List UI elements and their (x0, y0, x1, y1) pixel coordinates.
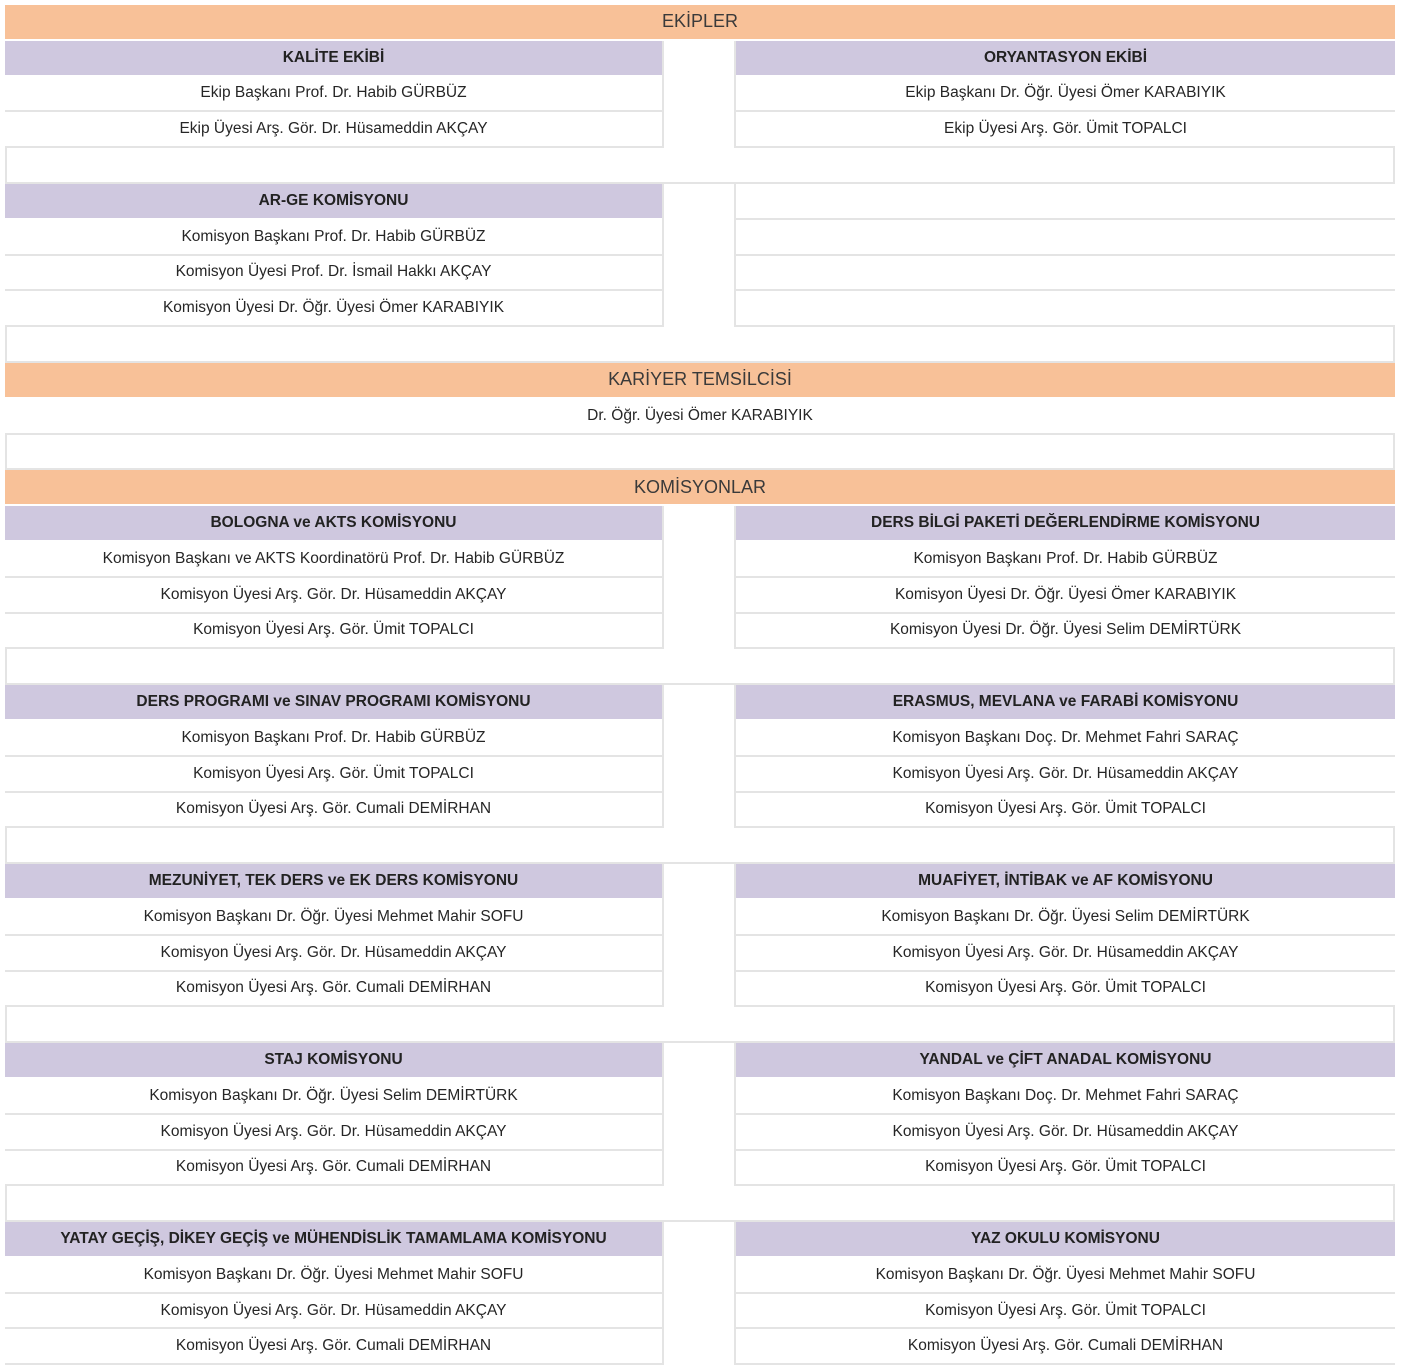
member-cell: Komisyon Başkanı Dr. Öğr. Üyesi Selim DEMİRTÜRK (5, 1079, 662, 1115)
commission-title-right: ERASMUS, MEVLANA ve FARABİ KOMİSYONU (736, 685, 1395, 721)
kariyer-member-cell: Dr. Öğr. Üyesi Ömer KARABIYIK (5, 399, 1395, 435)
member-cell: Komisyon Üyesi Arş. Gör. Dr. Hüsameddin AKÇAY (736, 757, 1395, 793)
column-gap (662, 900, 736, 936)
column-gap (662, 184, 736, 220)
member-cell: Komisyon Üyesi Arş. Gör. Dr. Hüsameddin AKÇAY (5, 936, 662, 972)
column-gap (662, 1258, 736, 1294)
member-cell: Komisyon Başkanı Dr. Öğr. Üyesi Mehmet Mahir SOFU (736, 1258, 1395, 1294)
section-header-ekipler: EKİPLER (5, 5, 1395, 41)
member-cell: Komisyon Üyesi Dr. Öğr. Üyesi Ömer KARABIYIK (736, 578, 1395, 614)
member-cell: Komisyon Başkanı Prof. Dr. Habib GÜRBÜZ (5, 220, 662, 256)
spacer-row (5, 1186, 1395, 1222)
member-cell: Komisyon Üyesi Arş. Gör. Cumali DEMİRHAN (5, 793, 662, 829)
member-cell: Komisyon Üyesi Arş. Gör. Dr. Hüsameddin AKÇAY (736, 1115, 1395, 1151)
member-cell: Komisyon Üyesi Dr. Öğr. Üyesi Ömer KARABIYIK (5, 291, 662, 327)
commission-title-left: DERS PROGRAMI ve SINAV PROGRAMI KOMİSYONU (5, 685, 662, 721)
column-gap (662, 793, 736, 829)
column-gap (662, 578, 736, 614)
spacer-row (5, 435, 1395, 471)
member-cell: Komisyon Üyesi Arş. Gör. Ümit TOPALCI (736, 972, 1395, 1008)
member-cell: Komisyon Başkanı Dr. Öğr. Üyesi Selim DEMİRTÜRK (736, 900, 1395, 936)
section-header-kariyer: KARİYER TEMSİLCİSİ (5, 363, 1395, 399)
member-cell: Komisyon Üyesi Dr. Öğr. Üyesi Selim DEMİRTÜRK (736, 614, 1395, 650)
member-cell: Komisyon Başkanı Prof. Dr. Habib GÜRBÜZ (5, 721, 662, 757)
member-cell: Komisyon Üyesi Arş. Gör. Dr. Hüsameddin AKÇAY (5, 1115, 662, 1151)
commission-title-left: MEZUNİYET, TEK DERS ve EK DERS KOMİSYONU (5, 864, 662, 900)
commission-title-right: DERS BİLGİ PAKETİ DEĞERLENDİRME KOMİSYONU (736, 506, 1395, 542)
member-cell: Komisyon Üyesi Arş. Gör. Cumali DEMİRHAN (736, 1329, 1395, 1365)
member-cell: Komisyon Üyesi Arş. Gör. Ümit TOPALCI (5, 614, 662, 650)
member-cell: Komisyon Başkanı Doç. Dr. Mehmet Fahri SARAÇ (736, 1079, 1395, 1115)
committee-table (5, 5, 1395, 1365)
column-gap (662, 291, 736, 327)
column-gap (662, 757, 736, 793)
member-cell: Komisyon Üyesi Arş. Gör. Ümit TOPALCI (736, 793, 1395, 829)
member-cell: Komisyon Başkanı Dr. Öğr. Üyesi Mehmet Mahir SOFU (5, 900, 662, 936)
column-gap (662, 41, 736, 77)
column-gap (662, 685, 736, 721)
section-header-komisyonlar: KOMİSYONLAR (5, 470, 1395, 506)
column-gap (662, 721, 736, 757)
column-gap (662, 936, 736, 972)
column-gap (662, 1043, 736, 1079)
empty-cell (736, 220, 1395, 256)
member-cell: Komisyon Üyesi Arş. Gör. Ümit TOPALCI (736, 1294, 1395, 1330)
member-cell: Ekip Üyesi Arş. Gör. Dr. Hüsameddin AKÇAY (5, 112, 662, 148)
commission-title-right: YAZ OKULU KOMİSYONU (736, 1222, 1395, 1258)
kalite-ekibi-title: KALİTE EKİBİ (5, 41, 662, 77)
column-gap (662, 1079, 736, 1115)
commission-title-left: STAJ KOMİSYONU (5, 1043, 662, 1079)
column-gap (662, 864, 736, 900)
spacer-row (5, 828, 1395, 864)
member-cell: Komisyon Üyesi Arş. Gör. Dr. Hüsameddin AKÇAY (5, 578, 662, 614)
commission-title-left: YATAY GEÇİŞ, DİKEY GEÇİŞ ve MÜHENDİSLİK TAMAMLAMA KOMİSYONU (5, 1222, 662, 1258)
column-gap (662, 1115, 736, 1151)
member-cell: Komisyon Başkanı Prof. Dr. Habib GÜRBÜZ (736, 542, 1395, 578)
commission-title-left: BOLOGNA ve AKTS KOMİSYONU (5, 506, 662, 542)
commission-title-right: YANDAL ve ÇİFT ANADAL KOMİSYONU (736, 1043, 1395, 1079)
column-gap (662, 1329, 736, 1365)
member-cell: Komisyon Üyesi Arş. Gör. Cumali DEMİRHAN (5, 972, 662, 1008)
column-gap (662, 1294, 736, 1330)
member-cell: Komisyon Üyesi Arş. Gör. Cumali DEMİRHAN (5, 1151, 662, 1187)
column-gap (662, 506, 736, 542)
empty-cell (736, 184, 1395, 220)
column-gap (662, 77, 736, 113)
column-gap (662, 220, 736, 256)
member-cell: Komisyon Üyesi Arş. Gör. Cumali DEMİRHAN (5, 1329, 662, 1365)
column-gap (662, 256, 736, 292)
spacer-row (5, 327, 1395, 363)
column-gap (662, 542, 736, 578)
arge-komisyonu-title: AR-GE KOMİSYONU (5, 184, 662, 220)
member-cell: Komisyon Üyesi Arş. Gör. Ümit TOPALCI (5, 757, 662, 793)
member-cell: Komisyon Üyesi Arş. Gör. Dr. Hüsameddin AKÇAY (5, 1294, 662, 1330)
column-gap (662, 972, 736, 1008)
empty-cell (736, 291, 1395, 327)
column-gap (662, 1151, 736, 1187)
member-cell: Ekip Başkanı Prof. Dr. Habib GÜRBÜZ (5, 77, 662, 113)
spacer-row (5, 148, 1395, 184)
member-cell: Komisyon Başkanı Doç. Dr. Mehmet Fahri SARAÇ (736, 721, 1395, 757)
commission-title-right: MUAFİYET, İNTİBAK ve AF KOMİSYONU (736, 864, 1395, 900)
spacer-row (5, 1007, 1395, 1043)
column-gap (662, 614, 736, 650)
spacer-row (5, 649, 1395, 685)
member-cell: Komisyon Başkanı Dr. Öğr. Üyesi Mehmet Mahir SOFU (5, 1258, 662, 1294)
member-cell: Komisyon Üyesi Arş. Gör. Dr. Hüsameddin AKÇAY (736, 936, 1395, 972)
member-cell: Komisyon Üyesi Arş. Gör. Ümit TOPALCI (736, 1151, 1395, 1187)
member-cell: Ekip Üyesi Arş. Gör. Ümit TOPALCI (736, 112, 1395, 148)
empty-cell (736, 256, 1395, 292)
column-gap (662, 1222, 736, 1258)
member-cell: Komisyon Başkanı ve AKTS Koordinatörü Prof. Dr. Habib GÜRBÜZ (5, 542, 662, 578)
column-gap (662, 112, 736, 148)
member-cell: Ekip Başkanı Dr. Öğr. Üyesi Ömer KARABIYIK (736, 77, 1395, 113)
oryantasyon-ekibi-title: ORYANTASYON EKİBİ (736, 41, 1395, 77)
member-cell: Komisyon Üyesi Prof. Dr. İsmail Hakkı AKÇAY (5, 256, 662, 292)
